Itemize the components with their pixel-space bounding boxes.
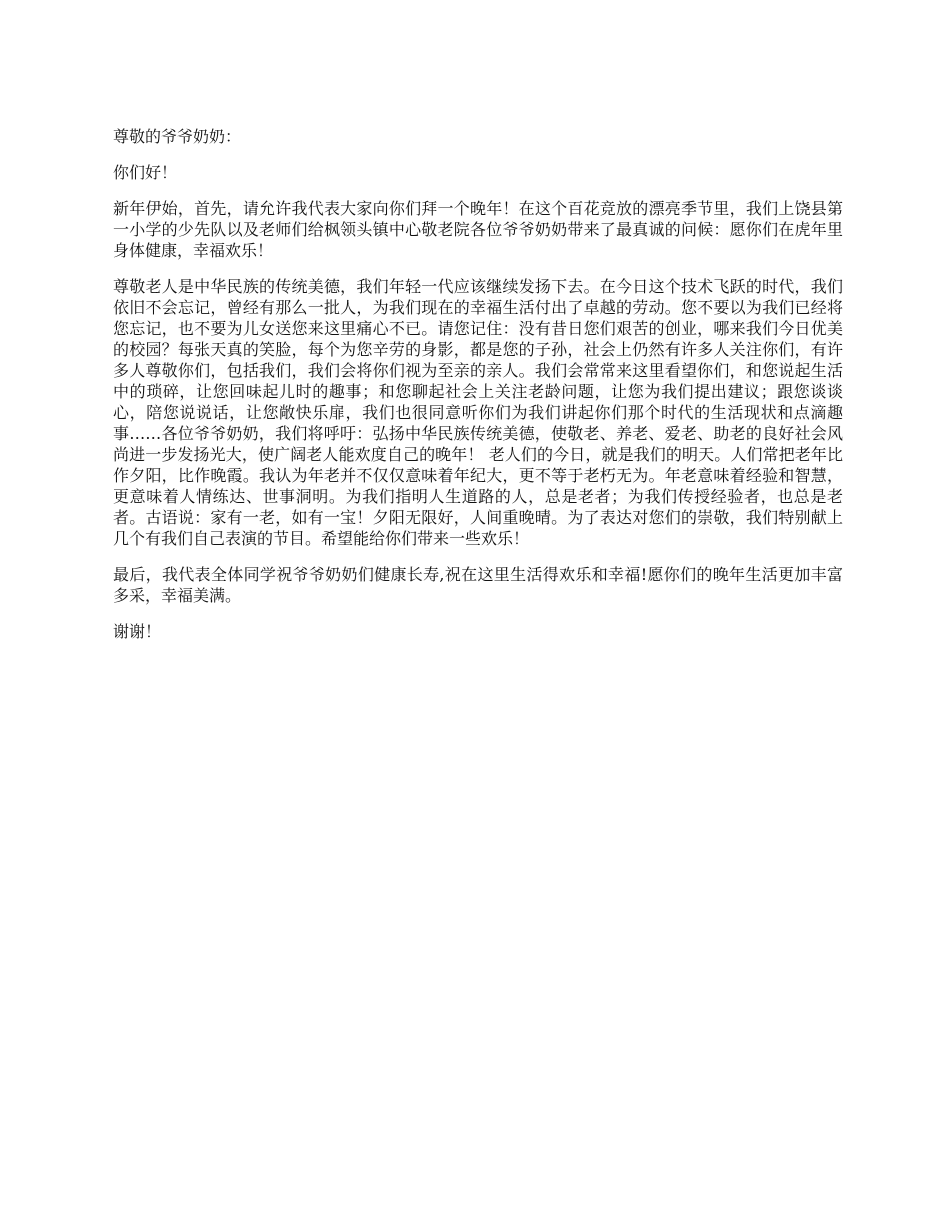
closing: 谢谢！: [113, 622, 162, 641]
greeting: 你们好！: [113, 163, 178, 182]
paragraph-wishes: 最后，我代表全体同学祝爷爷奶奶们健康长寿,祝在这里生活得欢乐和幸福!愿你们的晚年生活更加丰富多采，幸福美满。: [113, 565, 843, 605]
paragraph-opening: 新年伊始，首先，请允许我代表大家向你们拜一个晚年！在这个百花竞放的漂亮季节里，我们上饶县第一小学的少先队以及老师们给枫领头镇中心敬老院各位爷爷奶奶带来了最真诚的问候：愿你们在虎年里身体健康，幸福欢乐！: [113, 199, 843, 260]
salutation: 尊敬的爷爷奶奶：: [113, 127, 242, 146]
paragraph-main: 尊敬老人是中华民族的传统美德，我们年轻一代应该继续发扬下去。在今日这个技术飞跃的时代，我们依旧不会忘记，曾经有那么一批人，为我们现在的幸福生活付出了卓越的劳动。您不要以为我们已经将您忘记，也不要为儿女送您来这里痛心不已。请您记住：没有昔日您们艰苦的创业，哪来我们今日优美的校园？每张天真的笑脸，每个为您辛劳的身影，都是您的子孙，社会上仍然有许多人关注你们，有许多人尊敬你们，包括我们，我们会将你们视为至亲的亲人。我们会常常来这里看望你们，和您说起生活中的琐碎，让您回味起儿时的趣事；和您聊起社会上关注老龄问题，让您为我们提出建议；跟您谈谈心，陪您说说话，让您敞快乐扉，我们也很同意听你们为我们讲起你们那个时代的生活现状和点滴趣事……各位爷爷奶奶，我们将呼吁：弘扬中华民族传统美德，使敬老、养老、爱老、助老的良好社会风尚进一步发扬光大，使广阔老人能欢度自己的晚年！ 老人们的今日，就是我们的明天。人们常把老年比作夕阳，比作晚霞。我认为年老并不仅仅意味着年纪大，更不等于老朽无为。年老意味着经验和智慧，更意味着人情练达、世事洞明。为我们指明人生道路的人，总是老者；为我们传授经验者，也总是老者。古语说：家有一老，如有一宝！夕阳无限好，人间重晚晴。为了表达对您们的崇敬，我们特别献上几个有我们自己表演的节目。希望能给你们带来一些欢乐！: [113, 277, 843, 548]
letter-body: [113, 126, 843, 657]
